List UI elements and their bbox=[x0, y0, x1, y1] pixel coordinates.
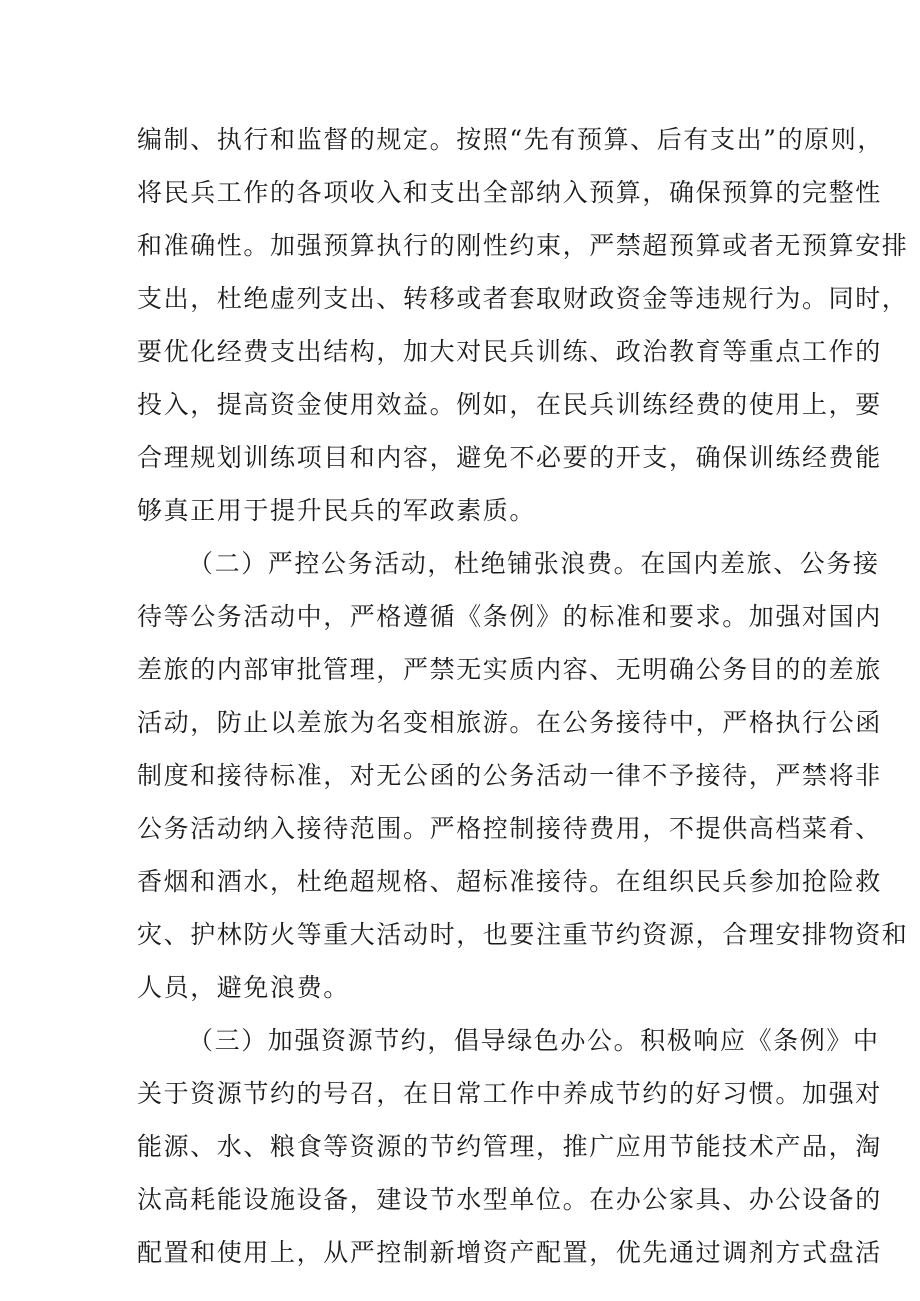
text-line: 公务活动纳入接待范围。严格控制接待费用，不提供高档菜肴、 bbox=[137, 814, 882, 843]
text-line: 配置和使用上，从严控制新增资产配置，优先通过调剂方式盘活 bbox=[137, 1238, 882, 1267]
text-line: 灾、护林防火等重大活动时，也要注重节约资源，合理安排物资和 bbox=[137, 920, 909, 949]
text-line: 能源、水、粮食等资源的节约管理，推广应用节能技术产品，淘 bbox=[137, 1132, 882, 1161]
text-line: 制度和接待标准，对无公函的公务活动一律不予接待，严禁将非 bbox=[137, 761, 882, 790]
text-line: 香烟和酒水，杜绝超规格、超标准接待。在组织民兵参加抢险救 bbox=[137, 867, 882, 896]
text-line: 人员，避免浪费。 bbox=[137, 973, 350, 1002]
text-line: 投入，提高资金使用效益。例如，在民兵训练经费的使用上，要 bbox=[137, 390, 882, 419]
text-line: 待等公务活动中，严格遵循《条例》的标准和要求。加强对国内 bbox=[137, 602, 882, 631]
text-line: 将民兵工作的各项收入和支出全部纳入预算，确保预算的完整性 bbox=[137, 178, 882, 207]
text-line: 编制、执行和监督的规定。按照“先有预算、后有支出”的原则， bbox=[137, 125, 884, 154]
paragraph-heading-3: （三）加强资源节约，倡导绿色办公。积极响应《条例》中 bbox=[188, 1026, 880, 1055]
text-line: 要优化经费支出结构，加大对民兵训练、政治教育等重点工作的 bbox=[137, 337, 882, 366]
text-line: 差旅的内部审批管理，严禁无实质内容、无明确公务目的的差旅 bbox=[137, 655, 882, 684]
text-line: 关于资源节约的号召，在日常工作中养成节约的好习惯。加强对 bbox=[137, 1079, 882, 1108]
text-line: 支出，杜绝虚列支出、转移或者套取财政资金等违规行为。同时， bbox=[137, 284, 909, 313]
text-line: 够真正用于提升民兵的军政素质。 bbox=[137, 496, 537, 525]
text-line: 汰高耗能设施设备，建设节水型单位。在办公家具、办公设备的 bbox=[137, 1185, 882, 1214]
text-line: 活动，防止以差旅为名变相旅游。在公务接待中，严格执行公函 bbox=[137, 708, 882, 737]
text-line: 和准确性。加强预算执行的刚性约束，严禁超预算或者无预算安排 bbox=[137, 231, 909, 260]
text-line: 合理规划训练项目和内容，避免不必要的开支，确保训练经费能 bbox=[137, 443, 882, 472]
paragraph-heading-2: （二）严控公务活动，杜绝铺张浪费。在国内差旅、公务接 bbox=[188, 549, 880, 578]
